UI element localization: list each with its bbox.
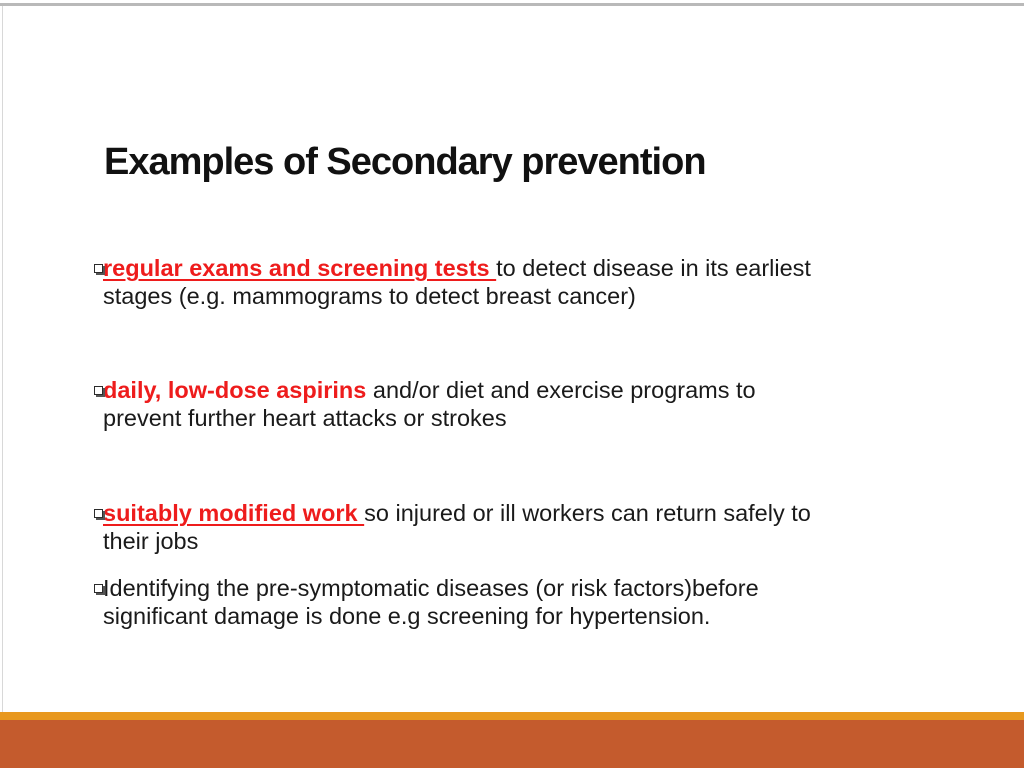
checkbox-bullet-icon (94, 584, 103, 593)
bullet-text: to detect disease in its earliest (496, 255, 811, 281)
bullet-highlight: daily, low-dose aspirins (103, 377, 367, 403)
bullet-text: and/or diet and exercise programs to (366, 377, 756, 403)
bullet-line-2: significant damage is done e.g screening for hypertension. (103, 603, 711, 629)
bullet-highlight: suitably modified work (103, 500, 365, 526)
top-rule (0, 3, 1024, 6)
footer-stripe (0, 712, 1024, 720)
bullet-line-2: their jobs (103, 528, 199, 554)
bullet-item (103, 574, 953, 630)
left-rule (2, 6, 3, 712)
checkbox-bullet-icon (94, 509, 103, 518)
footer-band (0, 720, 1024, 768)
slide-title: Examples of Secondary prevention (104, 141, 706, 183)
bullet-item (103, 254, 953, 310)
bullet-text: so injured or ill workers can return safely to (364, 500, 811, 526)
bullet-item (103, 499, 953, 555)
bullet-highlight: regular exams and screening tests (103, 255, 497, 281)
bullet-line-1 (103, 376, 953, 404)
bullet-text: Identifying the pre-symptomatic diseases (or risk factors)before (103, 575, 759, 601)
bullet-line-1 (103, 499, 953, 527)
bullet-line-2: prevent further heart attacks or strokes (103, 405, 507, 431)
checkbox-bullet-icon (94, 386, 103, 395)
bullet-line-1 (103, 574, 953, 602)
bullet-line-1 (103, 254, 953, 282)
checkbox-bullet-icon (94, 264, 103, 273)
bullet-item (103, 376, 953, 432)
bullet-line-2: stages (e.g. mammograms to detect breast cancer) (103, 283, 636, 309)
